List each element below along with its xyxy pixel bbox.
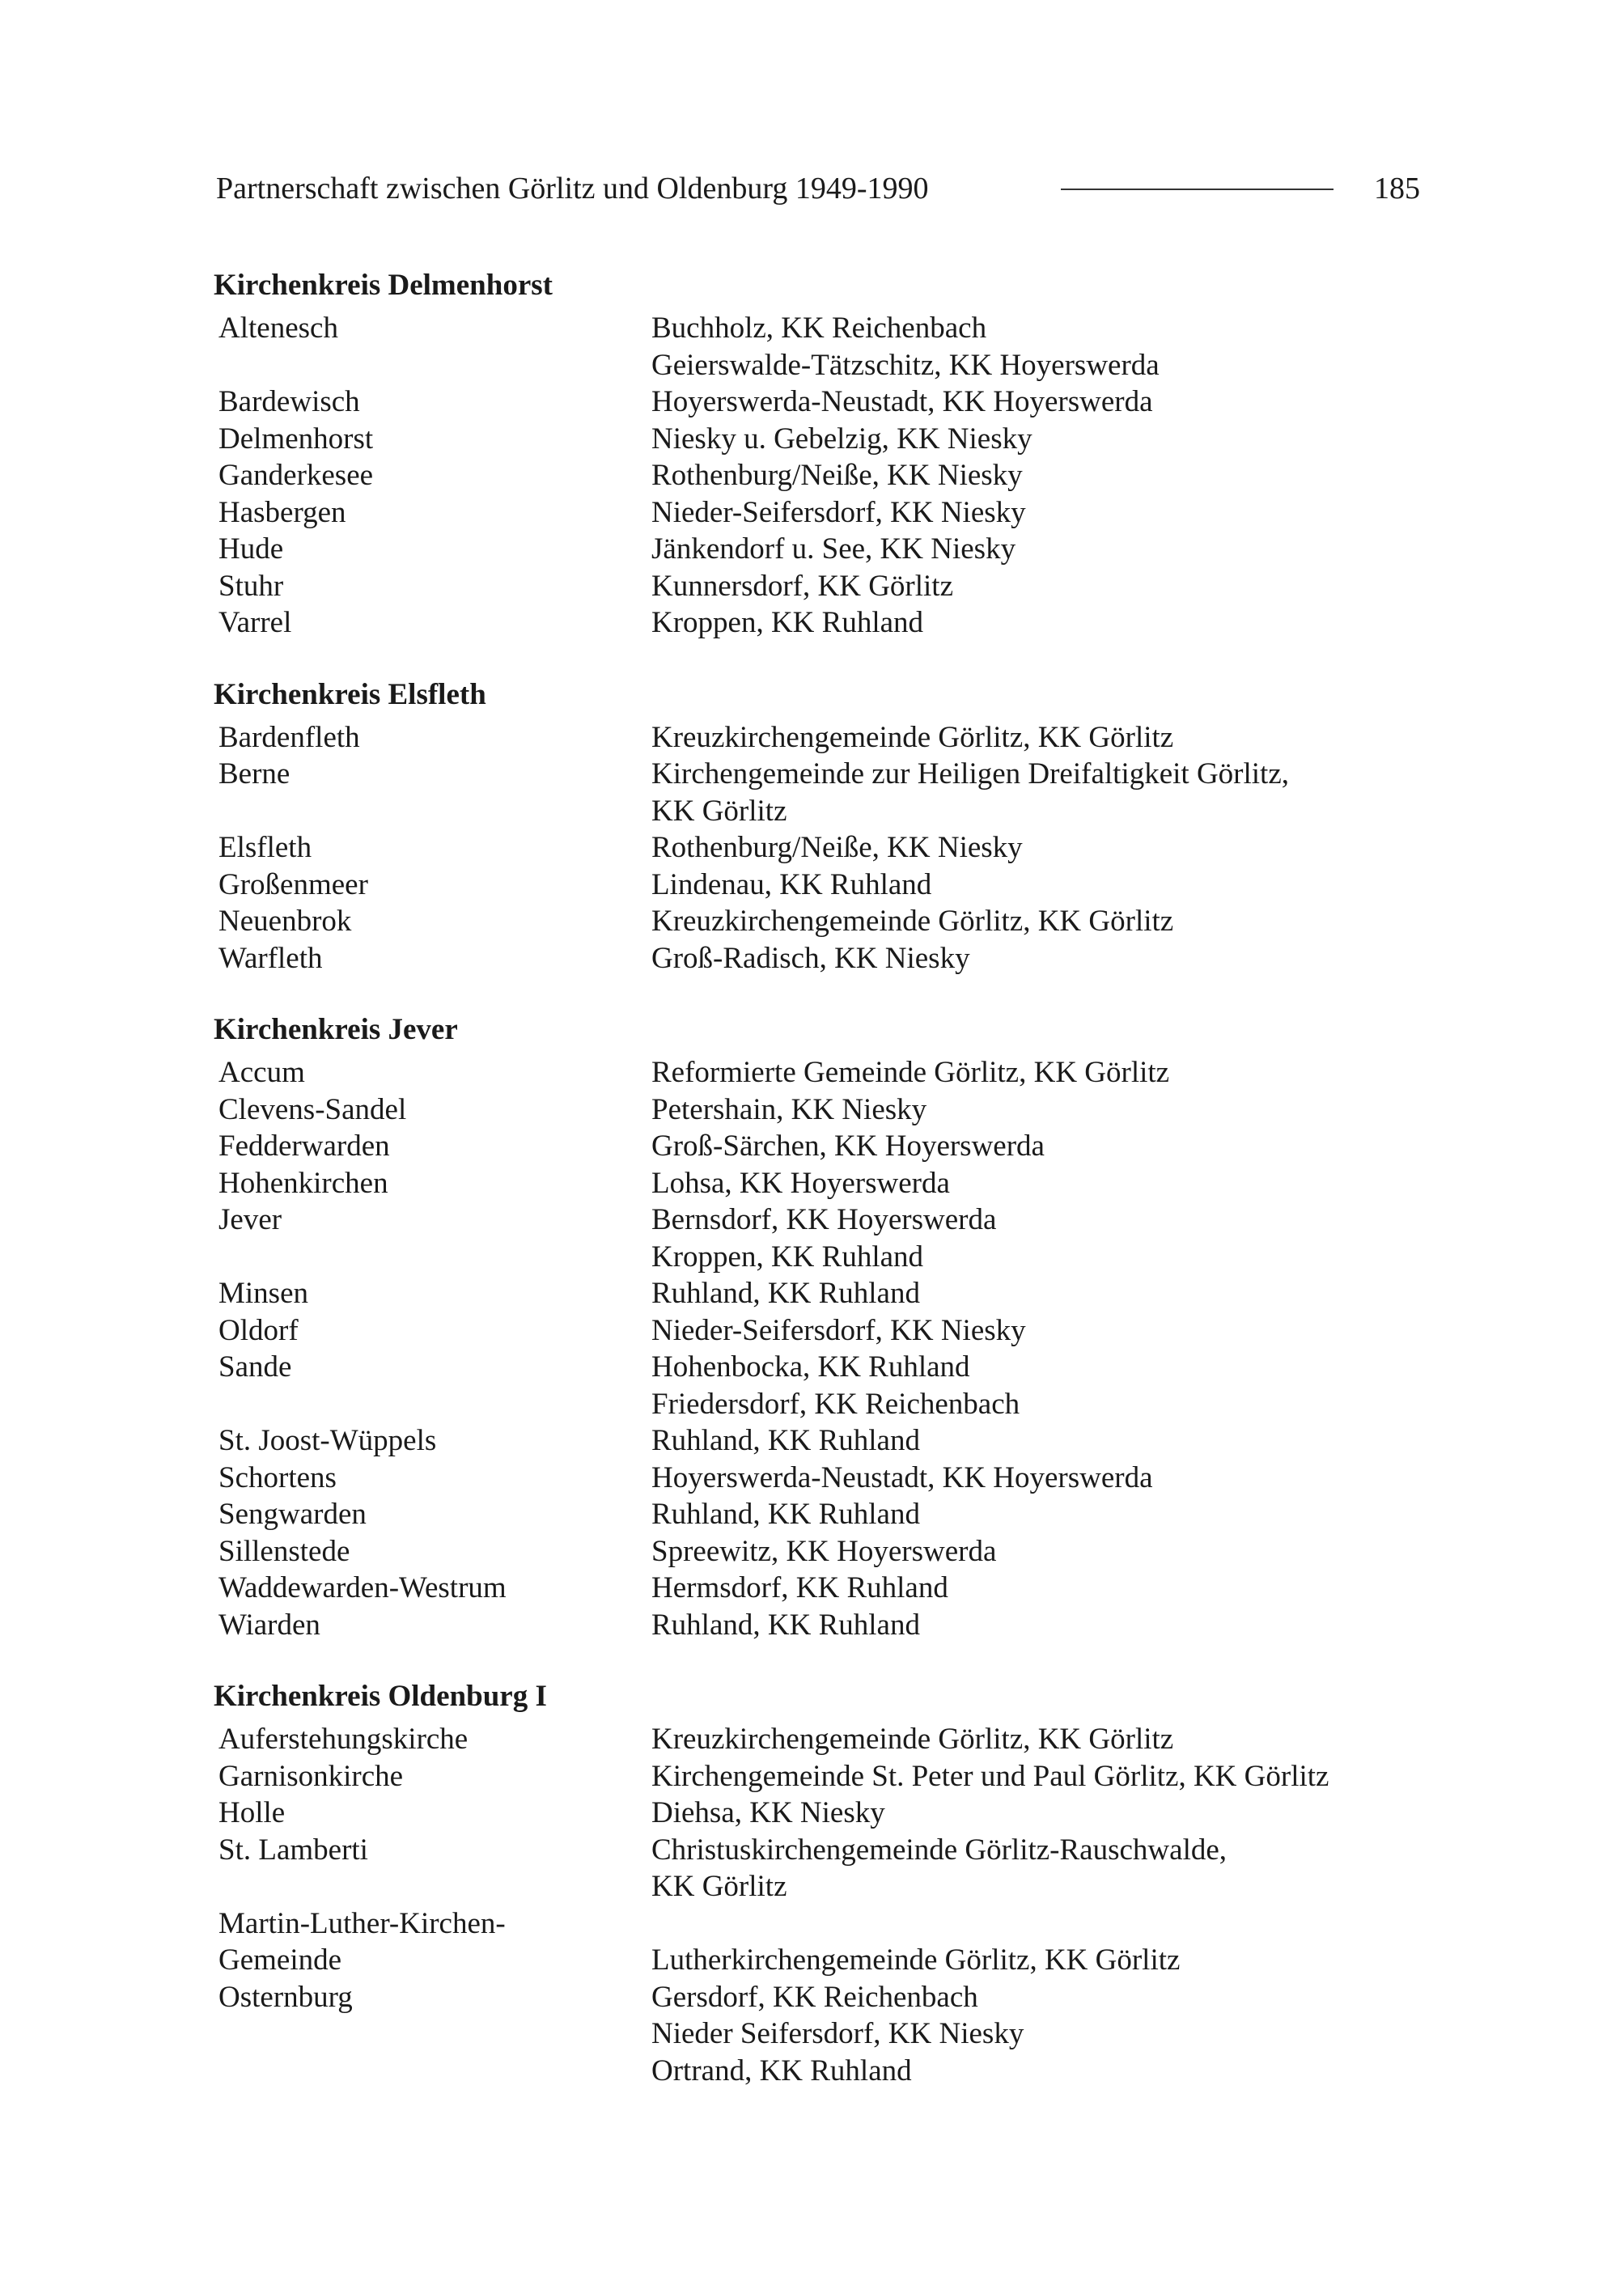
list-item xyxy=(214,1349,1427,1386)
list-item xyxy=(214,421,1427,458)
partner-line: KK Görlitz xyxy=(651,1870,787,1903)
partner-line: Friedersdorf, KK Reichenbach xyxy=(651,1387,1020,1421)
partner-parish xyxy=(651,1349,1427,1386)
partner-parish xyxy=(651,1795,1427,1832)
partner-line: Bernsdorf, KK Hoyerswerda xyxy=(651,1203,997,1236)
list-item xyxy=(214,1979,1427,2016)
partner-parish xyxy=(651,2053,1427,2090)
partner-parish xyxy=(651,1054,1427,1091)
section xyxy=(214,1006,1427,1643)
list-item xyxy=(214,1128,1427,1165)
list-item xyxy=(214,531,1427,568)
list-item xyxy=(214,1758,1427,1795)
partner-parish xyxy=(651,1979,1427,2016)
list-item xyxy=(214,457,1427,494)
partner-line: Groß-Särchen, KK Hoyerswerda xyxy=(651,1130,1045,1163)
partner-line: Kirchengemeinde zur Heiligen Dreifaltigkeit Görlitz, xyxy=(651,757,1290,790)
partner-parish xyxy=(651,310,1427,347)
section-rows xyxy=(214,719,1427,977)
partner-parish xyxy=(651,1607,1427,1644)
partner-parish xyxy=(651,604,1427,642)
parish-oldenburg: Garnisonkirche xyxy=(218,1759,404,1793)
parish-oldenburg: Gemeinde xyxy=(218,1943,342,1977)
list-item xyxy=(214,1165,1427,1202)
partner-line: Lohsa, KK Hoyerswerda xyxy=(651,1166,950,1200)
partner-parish xyxy=(651,940,1427,977)
partner-line: Hoyerswerda-Neustadt, KK Hoyerswerda xyxy=(651,385,1153,418)
section-rows xyxy=(214,1054,1427,1643)
section-title: Kirchenkreis Jever xyxy=(214,1013,458,1046)
partner-parish xyxy=(651,1905,1427,1943)
parish-oldenburg: Bardewisch xyxy=(218,385,360,418)
partner-parish xyxy=(651,1275,1427,1312)
parish-oldenburg: Ganderkesee xyxy=(218,459,374,492)
list-item xyxy=(214,1832,1427,1905)
section xyxy=(214,261,1427,642)
list-item xyxy=(214,2053,1427,2090)
partner-line: Kroppen, KK Ruhland xyxy=(651,1240,924,1274)
partner-parish xyxy=(651,494,1427,532)
partner-parish xyxy=(651,867,1427,904)
parish-oldenburg: Stuhr xyxy=(218,569,284,603)
parish-oldenburg: Minsen xyxy=(218,1277,308,1310)
parish-oldenburg: Schortens xyxy=(218,1460,337,1494)
partner-parish xyxy=(651,531,1427,568)
partner-line: Groß-Radisch, KK Niesky xyxy=(651,941,970,975)
partner-parish xyxy=(651,1533,1427,1570)
partner-parish xyxy=(651,1202,1427,1239)
parish-oldenburg: Altenesch xyxy=(218,312,338,345)
partner-line: Ruhland, KK Ruhland xyxy=(651,1498,920,1531)
section xyxy=(214,671,1427,977)
list-item xyxy=(214,1312,1427,1350)
parish-oldenburg: Sande xyxy=(218,1350,292,1384)
list-item xyxy=(214,1533,1427,1570)
parish-oldenburg: Wiarden xyxy=(218,1608,320,1642)
parish-oldenburg: Bardenfleth xyxy=(218,720,360,754)
partner-parish xyxy=(651,1386,1427,1423)
partner-line: Nieder Seifersdorf, KK Niesky xyxy=(651,2017,1024,2050)
parish-oldenburg: Martin-Luther-Kirchen- xyxy=(218,1906,506,1940)
partner-line: Rothenburg/Neiße, KK Niesky xyxy=(651,831,1023,864)
parish-oldenburg: Clevens-Sandel xyxy=(218,1092,407,1126)
partner-line: Christuskirchengemeinde Görlitz-Rauschwalde, xyxy=(651,1833,1228,1867)
list-item xyxy=(214,310,1427,347)
partner-parish xyxy=(651,1422,1427,1460)
partner-parish xyxy=(651,1832,1427,1905)
partner-parish xyxy=(651,1460,1427,1497)
partner-line: Niesky u. Gebelzig, KK Niesky xyxy=(651,422,1032,456)
partner-parish xyxy=(651,719,1427,757)
parish-oldenburg: Holle xyxy=(218,1796,286,1829)
partner-line: Buchholz, KK Reichenbach xyxy=(651,312,987,345)
list-item xyxy=(214,568,1427,605)
parish-oldenburg: Berne xyxy=(218,757,290,790)
list-item xyxy=(214,1905,1427,1943)
list-item xyxy=(214,1386,1427,1423)
partner-line: Kreuzkirchengemeinde Görlitz, KK Görlitz xyxy=(651,905,1174,938)
partner-line: Petershain, KK Niesky xyxy=(651,1092,927,1126)
partner-line: Rothenburg/Neiße, KK Niesky xyxy=(651,459,1023,492)
partner-line: Hoyerswerda-Neustadt, KK Hoyerswerda xyxy=(651,1460,1153,1494)
parish-oldenburg: Warfleth xyxy=(218,941,323,975)
partner-line: Spreewitz, KK Hoyerswerda xyxy=(651,1534,997,1568)
parish-oldenburg: Sengwarden xyxy=(218,1498,367,1531)
list-item xyxy=(214,1460,1427,1497)
parish-oldenburg: Hohenkirchen xyxy=(218,1166,388,1200)
parish-oldenburg: Hude xyxy=(218,532,284,566)
parish-oldenburg: St. Lamberti xyxy=(218,1833,368,1867)
list-item xyxy=(214,1607,1427,1644)
list-item xyxy=(214,903,1427,940)
list-item xyxy=(214,1942,1427,1979)
list-item xyxy=(214,1202,1427,1239)
parish-oldenburg: Osternburg xyxy=(218,1980,353,2014)
partner-parish xyxy=(651,1942,1427,1979)
partner-line xyxy=(651,1905,1427,1943)
parish-oldenburg: Großenmeer xyxy=(218,867,368,901)
list-item xyxy=(214,1054,1427,1091)
partner-parish xyxy=(651,457,1427,494)
parish-oldenburg: Sillenstede xyxy=(218,1534,350,1568)
parish-oldenburg: Auferstehungskirche xyxy=(218,1723,469,1756)
partner-line: Kreuzkirchengemeinde Görlitz, KK Görlitz xyxy=(651,1723,1174,1756)
list-item xyxy=(214,1721,1427,1758)
partner-parish xyxy=(651,2015,1427,2053)
partner-line: Gersdorf, KK Reichenbach xyxy=(651,1980,978,2014)
parish-oldenburg: Varrel xyxy=(218,606,292,639)
partner-line: Kreuzkirchengemeinde Görlitz, KK Görlitz xyxy=(651,720,1174,754)
list-item xyxy=(214,719,1427,757)
partner-parish xyxy=(651,1758,1427,1795)
section-title: Kirchenkreis Delmenhorst xyxy=(214,269,553,302)
partner-line: Lindenau, KK Ruhland xyxy=(651,867,932,901)
partner-line: Hohenbocka, KK Ruhland xyxy=(651,1350,970,1384)
section-title: Kirchenkreis Elsfleth xyxy=(214,677,486,711)
list-item xyxy=(214,1091,1427,1129)
list-item xyxy=(214,940,1427,977)
list-item xyxy=(214,1795,1427,1832)
parish-oldenburg: Delmenhorst xyxy=(218,422,374,456)
partner-parish xyxy=(651,1721,1427,1758)
list-item xyxy=(214,1496,1427,1533)
partner-parish xyxy=(651,568,1427,605)
parish-oldenburg: Elsfleth xyxy=(218,831,312,864)
partner-parish xyxy=(651,384,1427,421)
parish-oldenburg: St. Joost-Wüppels xyxy=(218,1424,437,1457)
partner-parish xyxy=(651,756,1427,829)
partnership-list xyxy=(214,261,1427,2089)
partner-parish xyxy=(651,1496,1427,1533)
partner-line: KK Görlitz xyxy=(651,794,787,828)
section-title: Kirchenkreis Oldenburg I xyxy=(214,1680,547,1713)
partner-parish xyxy=(651,1239,1427,1276)
section-rows xyxy=(214,310,1427,642)
partner-line: Ruhland, KK Ruhland xyxy=(651,1277,920,1310)
partner-line: Ruhland, KK Ruhland xyxy=(651,1608,920,1642)
parish-oldenburg: Oldorf xyxy=(218,1313,299,1347)
parish-oldenburg: Fedderwarden xyxy=(218,1130,390,1163)
partner-parish xyxy=(651,421,1427,458)
partner-line: Geierswalde-Tätzschitz, KK Hoyerswerda xyxy=(651,348,1160,382)
partner-line: Jänkendorf u. See, KK Niesky xyxy=(651,532,1016,566)
partner-line: Kirchengemeinde St. Peter und Paul Görlitz, KK Görlitz xyxy=(651,1759,1329,1793)
list-item xyxy=(214,347,1427,384)
list-item xyxy=(214,384,1427,421)
partner-line: Ortrand, KK Ruhland xyxy=(651,2054,912,2087)
partner-parish xyxy=(651,1165,1427,1202)
partner-parish xyxy=(651,347,1427,384)
list-item xyxy=(214,494,1427,532)
partner-line: Lutherkirchengemeinde Görlitz, KK Görlitz xyxy=(651,1943,1181,1977)
partner-parish xyxy=(651,1312,1427,1350)
list-item xyxy=(214,829,1427,867)
partner-line: Kunnersdorf, KK Görlitz xyxy=(651,569,953,603)
list-item xyxy=(214,1239,1427,1276)
partner-line: Nieder-Seifersdorf, KK Niesky xyxy=(651,495,1026,529)
parish-oldenburg: Waddewarden-Westrum xyxy=(218,1571,507,1604)
list-item xyxy=(214,1422,1427,1460)
header-rule xyxy=(1061,189,1334,190)
list-item xyxy=(214,1275,1427,1312)
partner-line: Diehsa, KK Niesky xyxy=(651,1796,885,1829)
list-item xyxy=(214,2015,1427,2053)
partner-parish xyxy=(651,1570,1427,1607)
section-rows xyxy=(214,1721,1427,2089)
parish-oldenburg: Accum xyxy=(218,1056,305,1089)
partner-parish xyxy=(651,1128,1427,1165)
page-number: 185 xyxy=(1374,172,1420,206)
partner-line: Ruhland, KK Ruhland xyxy=(651,1424,920,1457)
partner-line: Reformierte Gemeinde Görlitz, KK Görlitz xyxy=(651,1056,1170,1089)
partner-line: Kroppen, KK Ruhland xyxy=(651,606,924,639)
running-title: Partnerschaft zwischen Görlitz und Oldenburg 1949-1990 xyxy=(216,172,929,206)
section xyxy=(214,1672,1427,2089)
partner-parish xyxy=(651,903,1427,940)
partner-parish xyxy=(651,1091,1427,1129)
list-item xyxy=(214,604,1427,642)
partner-line: Hermsdorf, KK Ruhland xyxy=(651,1571,948,1604)
list-item xyxy=(214,867,1427,904)
parish-oldenburg: Jever xyxy=(218,1203,282,1236)
partner-parish xyxy=(651,829,1427,867)
list-item xyxy=(214,1570,1427,1607)
running-header xyxy=(216,166,1420,211)
partner-line: Nieder-Seifersdorf, KK Niesky xyxy=(651,1313,1026,1347)
list-item xyxy=(214,756,1427,829)
parish-oldenburg: Neuenbrok xyxy=(218,905,352,938)
parish-oldenburg: Hasbergen xyxy=(218,495,346,529)
